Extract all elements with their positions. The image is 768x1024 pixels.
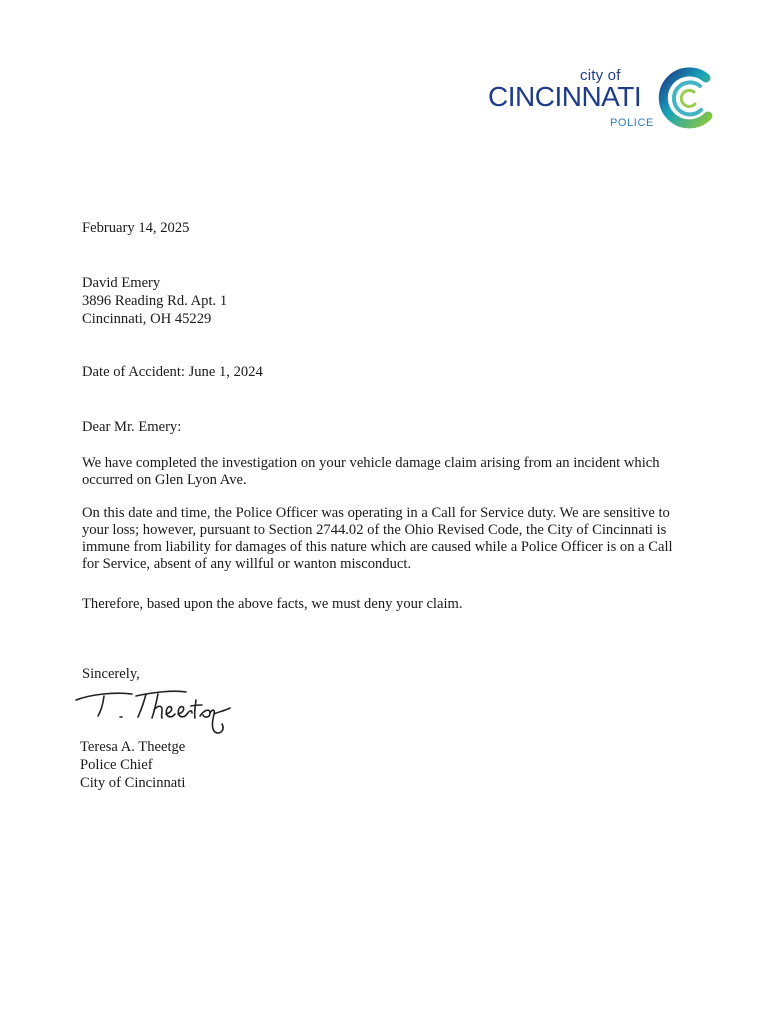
signer-title: Police Chief: [80, 757, 153, 773]
signer-name: Teresa A. Theetge: [80, 739, 186, 755]
recipient-city-state-zip: Cincinnati, OH 45229: [82, 311, 212, 327]
logo-department: POLICE: [610, 117, 654, 129]
paragraph-line: occurred on Glen Lyon Ave.: [82, 472, 247, 488]
paragraph-line: immune from liability for damages of this nature which are caused while a Police Officer is on a Call: [82, 539, 673, 555]
salutation: Dear Mr. Emery:: [82, 419, 182, 435]
paragraph-line: We have completed the investigation on your vehicle damage claim arising from an incident which: [82, 455, 660, 471]
paragraph-line: for Service, absent of any willful or wanton misconduct.: [82, 556, 412, 572]
letter-date: February 14, 2025: [82, 220, 190, 236]
logo-city-name: CINCINNATI: [488, 81, 642, 112]
handwritten-signature: [74, 684, 254, 738]
city-of-cincinnati-police-logo: [486, 64, 726, 134]
body-paragraph-3: [82, 596, 463, 613]
signer-organization: City of Cincinnati: [80, 775, 186, 791]
logo-city-of-text: city of: [580, 67, 621, 84]
recipient-street: 3896 Reading Rd. Apt. 1: [82, 293, 228, 309]
date-of-accident: Date of Accident: June 1, 2024: [82, 364, 263, 380]
closing: Sincerely,: [82, 666, 140, 682]
paragraph-line: your loss; however, pursuant to Section 2744.02 of the Ohio Revised Code, the City of Cincinnati is: [82, 522, 667, 538]
paragraph-line: On this date and time, the Police Officer was operating in a Call for Service duty. We are sensitive to: [82, 505, 670, 521]
recipient-name: David Emery: [82, 275, 161, 291]
cincinnati-c-mark-icon: [654, 64, 722, 132]
body-paragraph-1: [82, 455, 660, 489]
body-paragraph-2: [82, 505, 673, 573]
paragraph-line: Therefore, based upon the above facts, we must deny your claim.: [82, 596, 463, 612]
